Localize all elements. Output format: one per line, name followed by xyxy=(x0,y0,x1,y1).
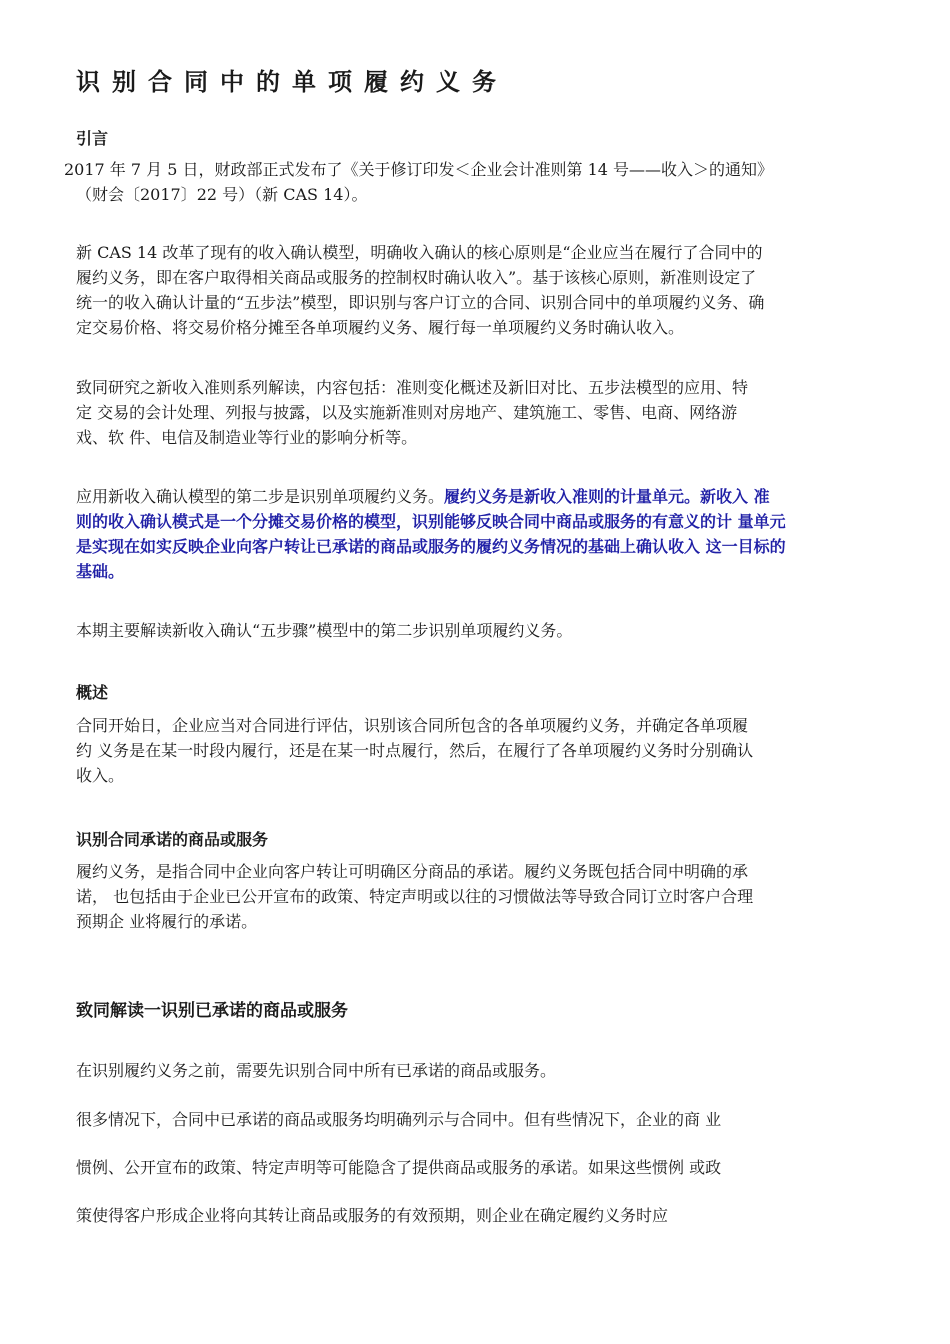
document-title: 识别合同中的单项履约义务 xyxy=(76,68,508,96)
overview-heading: 概述 xyxy=(76,683,109,702)
text-line: 定 交易的会计处理、列报与披露，以及实施新准则对房地产、建筑施工、零售、电商、网络游 xyxy=(76,403,738,422)
text-line: 合同开始日，企业应当对合同进行评估，识别该合同所包含的各单项履约义务，并确定各单项履 xyxy=(76,716,749,735)
text-line: 在识别履约义务之前，需要先识别合同中所有已承诺的商品或服务。 xyxy=(76,1061,557,1080)
text-line: 统一的收入确认计量的“五步法”模型，即识别与客户订立的合同、识别合同中的单项履约义务、确 xyxy=(76,293,765,312)
text-line: 本期主要解读新收入确认“五步骤”模型中的第二步识别单项履约义务。 xyxy=(76,621,573,640)
text-line: 履约义务，是指合同中企业向客户转让可明确区分商品的承诺。履约义务既包括合同中明确的承 xyxy=(76,862,749,881)
text-line: 约 义务是在某一时段内履行，还是在某一时点履行，然后，在履行了各单项履约义务时分别确认 xyxy=(76,741,754,760)
text-line: 收入。 xyxy=(76,766,125,785)
text-line: 预期企 业将履行的承诺。 xyxy=(76,912,258,931)
intro-paragraph-5 xyxy=(76,618,896,643)
interpretation-heading: 致同解读一识别已承诺的商品或服务 xyxy=(76,1001,348,1021)
text-line: 策使得客户形成企业将向其转让商品或服务的有效预期，则企业在确定履约义务时应 xyxy=(76,1206,669,1225)
intro-paragraph-1 xyxy=(64,157,904,207)
plain-text: 应用新收入确认模型的第二步是识别单项履约义务。 xyxy=(76,487,445,506)
text-line: 惯例、公开宣布的政策、特定声明等可能隐含了提供商品或服务的承诺。如果这些惯例 或政 xyxy=(76,1158,722,1177)
intro-paragraph-3 xyxy=(76,375,896,450)
text-line: 新 CAS 14 改革了现有的收入确认模型，明确收入确认的核心原则是“企业应当在履行了合同中的 xyxy=(76,243,763,262)
text-line: （财会〔2017〕22 号）（新 CAS 14）。 xyxy=(76,185,368,204)
intro-paragraph-2 xyxy=(76,240,896,340)
text-line: 定交易价格、将交易价格分摊至各单项履约义务、履行每一单项履约义务时确认收入。 xyxy=(76,318,685,337)
overview-paragraph xyxy=(76,713,896,788)
text-line: 致同研究之新收入准则系列解读，内容包括：准则变化概述及新旧对比、五步法模型的应用、特 xyxy=(76,378,749,397)
highlight-text: 是实现在如实反映企业向客户转让已承诺的商品或服务的履约义务情况的基础上确认收入 这一目标的 xyxy=(76,537,786,556)
highlight-text: 履约义务是新收入准则的计量单元。新收入 准 xyxy=(444,487,770,506)
text-line: 2017 年 7 月 5 日，财政部正式发布了《关于修订印发＜企业会计准则第 14 号——收入＞的通知》 xyxy=(64,160,774,179)
text-line: 诺， 也包括由于企业已公开宣布的政策、特定声明或以往的习惯做法等导致合同订立时客户合理 xyxy=(76,887,754,906)
highlight-text: 则的收入确认模式是一个分摊交易价格的模型，识别能够反映合同中商品或服务的有意义的计 量单元 xyxy=(76,512,786,531)
intro-heading: 引言 xyxy=(76,129,109,148)
text-line xyxy=(76,484,896,509)
identify-heading: 识别合同承诺的商品或服务 xyxy=(76,830,269,849)
intro-paragraph-4 xyxy=(76,484,896,584)
text-line: 很多情况下，合同中已承诺的商品或服务均明确列示与合同中。但有些情况下，企业的商 业 xyxy=(76,1110,722,1129)
text-line: 戏、软 件、电信及制造业等行业的影响分析等。 xyxy=(76,428,418,447)
interpretation-paragraph-1 xyxy=(76,1058,896,1083)
text-line: 履约义务，即在客户取得相关商品或服务的控制权时确认收入”。基于该核心原则，新准则设定了 xyxy=(76,268,757,287)
identify-paragraph xyxy=(76,859,896,934)
highlight-text: 基础。 xyxy=(76,562,125,581)
interpretation-paragraph-2 xyxy=(76,1096,896,1240)
